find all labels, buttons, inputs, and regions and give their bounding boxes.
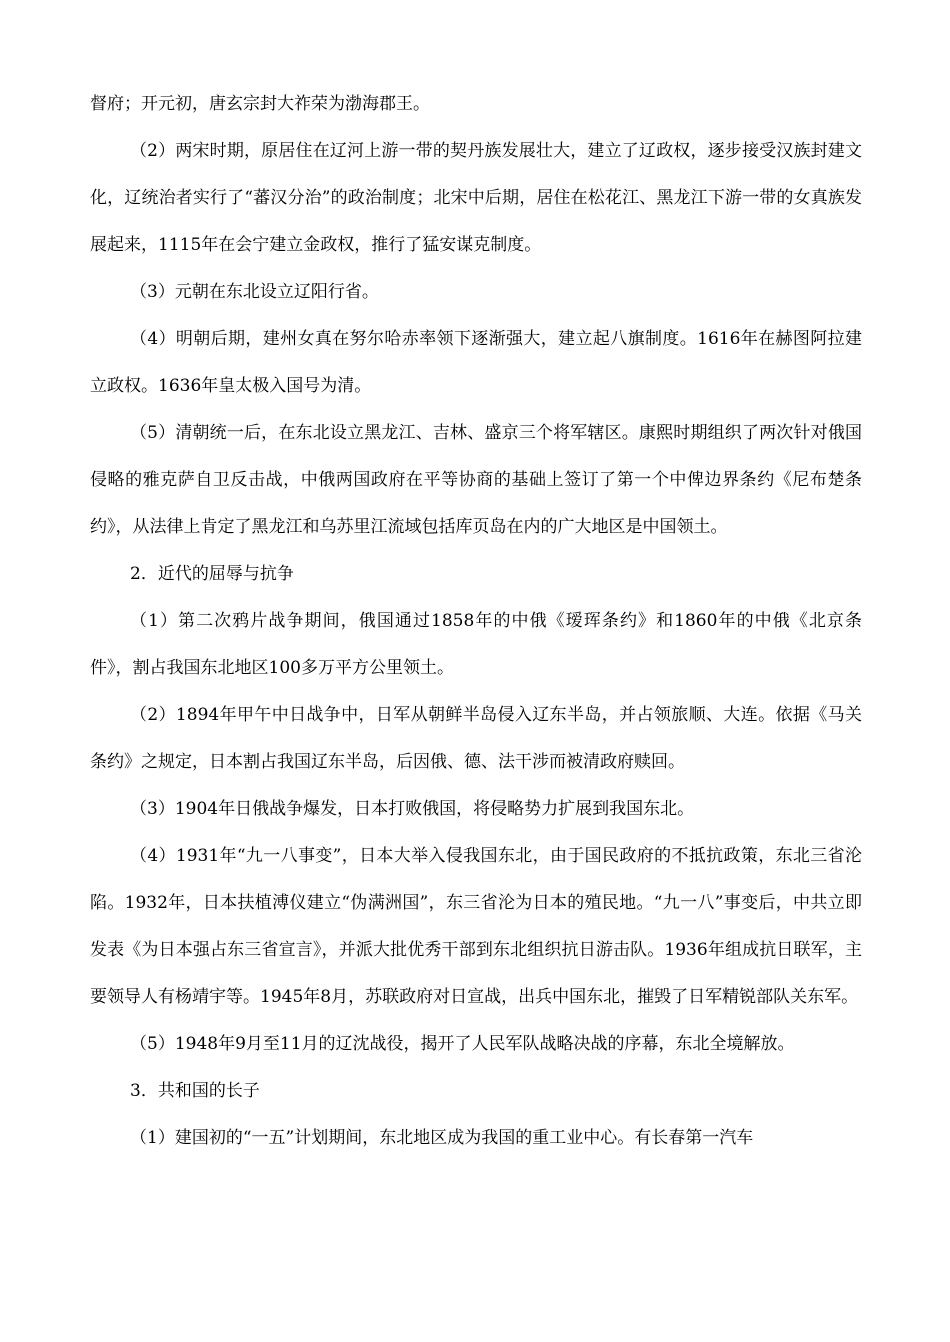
section-heading-eldest-son: 3．共和国的长子 xyxy=(130,1081,260,1101)
paragraph-item-song-liao-jin: （2）两宋时期，原居住在辽河上游一带的契丹族发展壮大，建立了辽政权，逐步接受汉族封建文化，辽统治者实行了“蕃汉分治”的政治制度；北宋中后期，居住在松花江、黑龙江下游一带的女真族发展起来，1115年在会宁建立金政权，推行了猛安谋克制度。 xyxy=(90,141,862,255)
paragraph-continuation: 督府；开元初，唐玄宗封大祚荣为渤海郡王。 xyxy=(90,94,430,114)
paragraph-item-liaoshen: （5）1948年9月至11月的辽沈战役，揭开了人民军队战略决战的序幕，东北全境解放。 xyxy=(130,1034,795,1054)
paragraph-item-september-18: （4）1931年“九一八事变”，日本大举入侵我国东北，由于国民政府的不抵抗政策，东北三省沦陷。1932年，日本扶植溥仪建立“伪满洲国”，东三省沦为日本的殖民地。“九一八”事变后，中共立即发表《为日本强占东三省宣言》，并派大批优秀干部到东北组织抗日游击队。1936年组成抗日联军，主要领导人有杨靖宇等。1945年8月，苏联政府对日宣战，出兵中国东北，摧毁了日军精锐部队关东军。 xyxy=(90,846,862,1007)
document-body xyxy=(90,81,862,1162)
paragraph-item-yuan: （3）元朝在东北设立辽阳行省。 xyxy=(130,282,379,302)
section-heading-modern: 2．近代的屈辱与抗争 xyxy=(130,564,294,584)
paragraph-item-qing: （5）清朝统一后，在东北设立黑龙江、吉林、盛京三个将军辖区。康熙时期组织了两次针对俄国侵略的雅克萨自卫反击战，中俄两国政府在平等协商的基础上签订了第一个中俾边界条约《尼布楚条约》，从法律上肯定了黑龙江和乌苏里江流域包括库页岛在内的广大地区是中国领土。 xyxy=(90,423,862,537)
paragraph-item-first-five-year-plan: （1）建国初的“一五”计划期间，东北地区成为我国的重工业中心。有长春第一汽车 xyxy=(130,1128,754,1148)
paragraph-item-opium-war: （1）第二次鸦片战争期间，俄国通过1858年的中俄《瑷珲条约》和1860年的中俄《北京条件》，割占我国东北地区100多万平方公里领土。 xyxy=(90,611,862,678)
paragraph-item-russo-japanese-war: （3）1904年日俄战争爆发，日本打败俄国，将侵略势力扩展到我国东北。 xyxy=(130,799,695,819)
paragraph-item-ming: （4）明朝后期，建州女真在努尔哈赤率领下逐渐强大，建立起八旗制度。1616年在赫图阿拉建立政权。1636年皇太极入国号为清。 xyxy=(90,329,862,396)
paragraph-item-sino-japanese-war: （2）1894年甲午中日战争中，日军从朝鲜半岛侵入辽东半岛，并占领旅顺、大连。依据《马关条约》之规定，日本割占我国辽东半岛，后因俄、德、法干涉而被清政府赎回。 xyxy=(90,705,862,772)
